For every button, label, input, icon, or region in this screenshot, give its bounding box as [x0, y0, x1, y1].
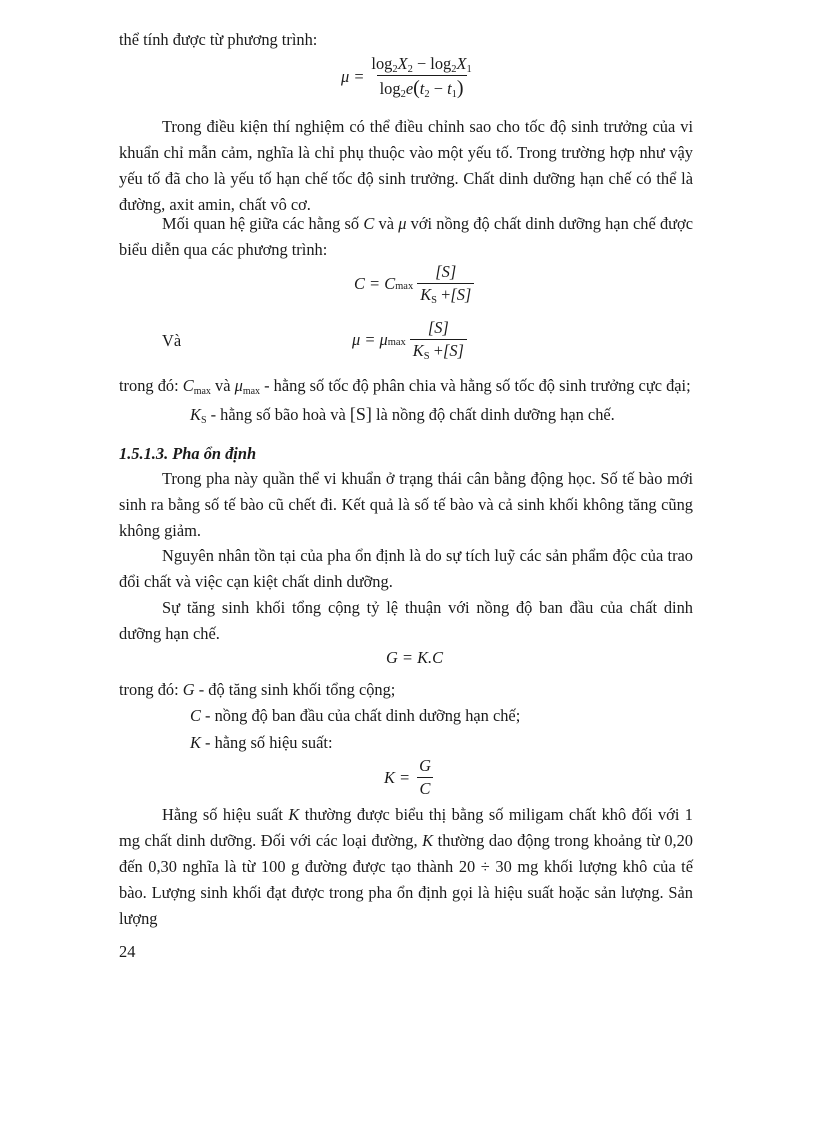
where-line-1: trong đó: Cmax và μmax - hằng số tốc độ phân chia và hằng số tốc độ sinh trưởng cực đại; [119, 376, 691, 397]
numerator: [S] [427, 318, 449, 337]
where-line-3: trong đó: G - độ tăng sinh khối tổng cộng; [119, 680, 396, 699]
section-heading: 1.5.1.3. Pha ổn định [119, 444, 257, 463]
fraction [368, 54, 474, 100]
paragraph-4: Nguyên nhân tồn tại của pha ổn định là do sự tích luỹ các sản phẩm độc của trao đổi chất và việc cạn kiệt chất dinh dưỡng. [119, 546, 693, 591]
page-number: 24 [119, 942, 136, 962]
formula-mu-log [341, 54, 475, 100]
paragraph-5: Sự tăng sinh khối tổng cộng tỷ lệ thuận với nồng độ ban đầu của chất dinh dưỡng hạn chế. [119, 598, 693, 643]
numerator: [S] [435, 262, 457, 281]
numerator: log2X2 − log2X1 [371, 54, 472, 75]
where-line-5: K - hằng số hiệu suất: [190, 733, 333, 752]
va-label: Và [162, 331, 182, 350]
formula-k [384, 756, 434, 799]
fraction [416, 756, 434, 799]
where-line-2: KS - hằng số bão hoà và [S] là nồng độ chất dinh dưỡng hạn chế. [190, 404, 615, 426]
formula-g: G = K.C [386, 648, 444, 667]
fraction [417, 262, 474, 305]
formula-c: C = C max $\frac{[S]}{KS +[S]}$ [354, 262, 474, 305]
formula-lhs: K = [384, 767, 411, 787]
formula-lhs: μ = [341, 67, 365, 86]
formula-lhs: C = C [354, 273, 396, 293]
paragraph-2: Mối quan hệ giữa các hằng số C và μ với nồng độ chất dinh dưỡng hạn chế được biểu diễn qua các phương trình: [119, 214, 693, 259]
numerator: G [419, 756, 431, 775]
paragraph-1: Trong điều kiện thí nghiệm có thể điều chỉnh sao cho tốc độ sinh trưởng của vi khuẩn chỉ mẫn cảm, nghĩa là chỉ phụ thuộc vào một yếu tố. Trong trường hợp như vậy yếu tố đã cho là yếu tố hạn chế tốc độ sinh trưởng. Chất dinh dưỡng hạn chế có thể là đường, axit amin, chất vô cơ. [119, 117, 693, 214]
denominator: KS +[S] [410, 339, 467, 361]
paragraph-3: Trong pha này quần thể vi khuẩn ở trạng thái cân bằng động học. Số tế bào mới sinh ra bằng số tế bào cũ chết đi. Kết quả là số tế bào và cả sinh khối không tăng cũng không giảm. [119, 469, 693, 540]
formula-mu: μ = μ max $\frac{[S]}{KS +[S]}$ [352, 318, 467, 361]
where-line-4: C - nồng độ ban đầu của chất dinh dưỡng hạn chế; [190, 706, 521, 725]
paragraph-6: Hằng số hiệu suất K thường được biểu thị bằng số miligam chất khô đối với 1 mg chất dinh dưỡng. Đối với các loại đường, K thường dao động trong khoảng từ 0,20 đến 0,30 nghĩa là từ 100 g đường được tạo thành 20 ÷ 30 mg khối lượng khô của tế bào. Lượng sinh khối đạt được trong pha ổn định gọi là hiệu suất hoặc sản lượng. Sản lượng [119, 805, 694, 928]
denominator: log2e(t2 − t1) [377, 75, 467, 100]
fraction [410, 318, 467, 361]
formula-lhs: μ = μ [352, 329, 388, 349]
denominator: C [417, 777, 434, 799]
intro-line: thể tính được từ phương trình: [119, 30, 318, 49]
denominator: KS +[S] [417, 283, 474, 305]
